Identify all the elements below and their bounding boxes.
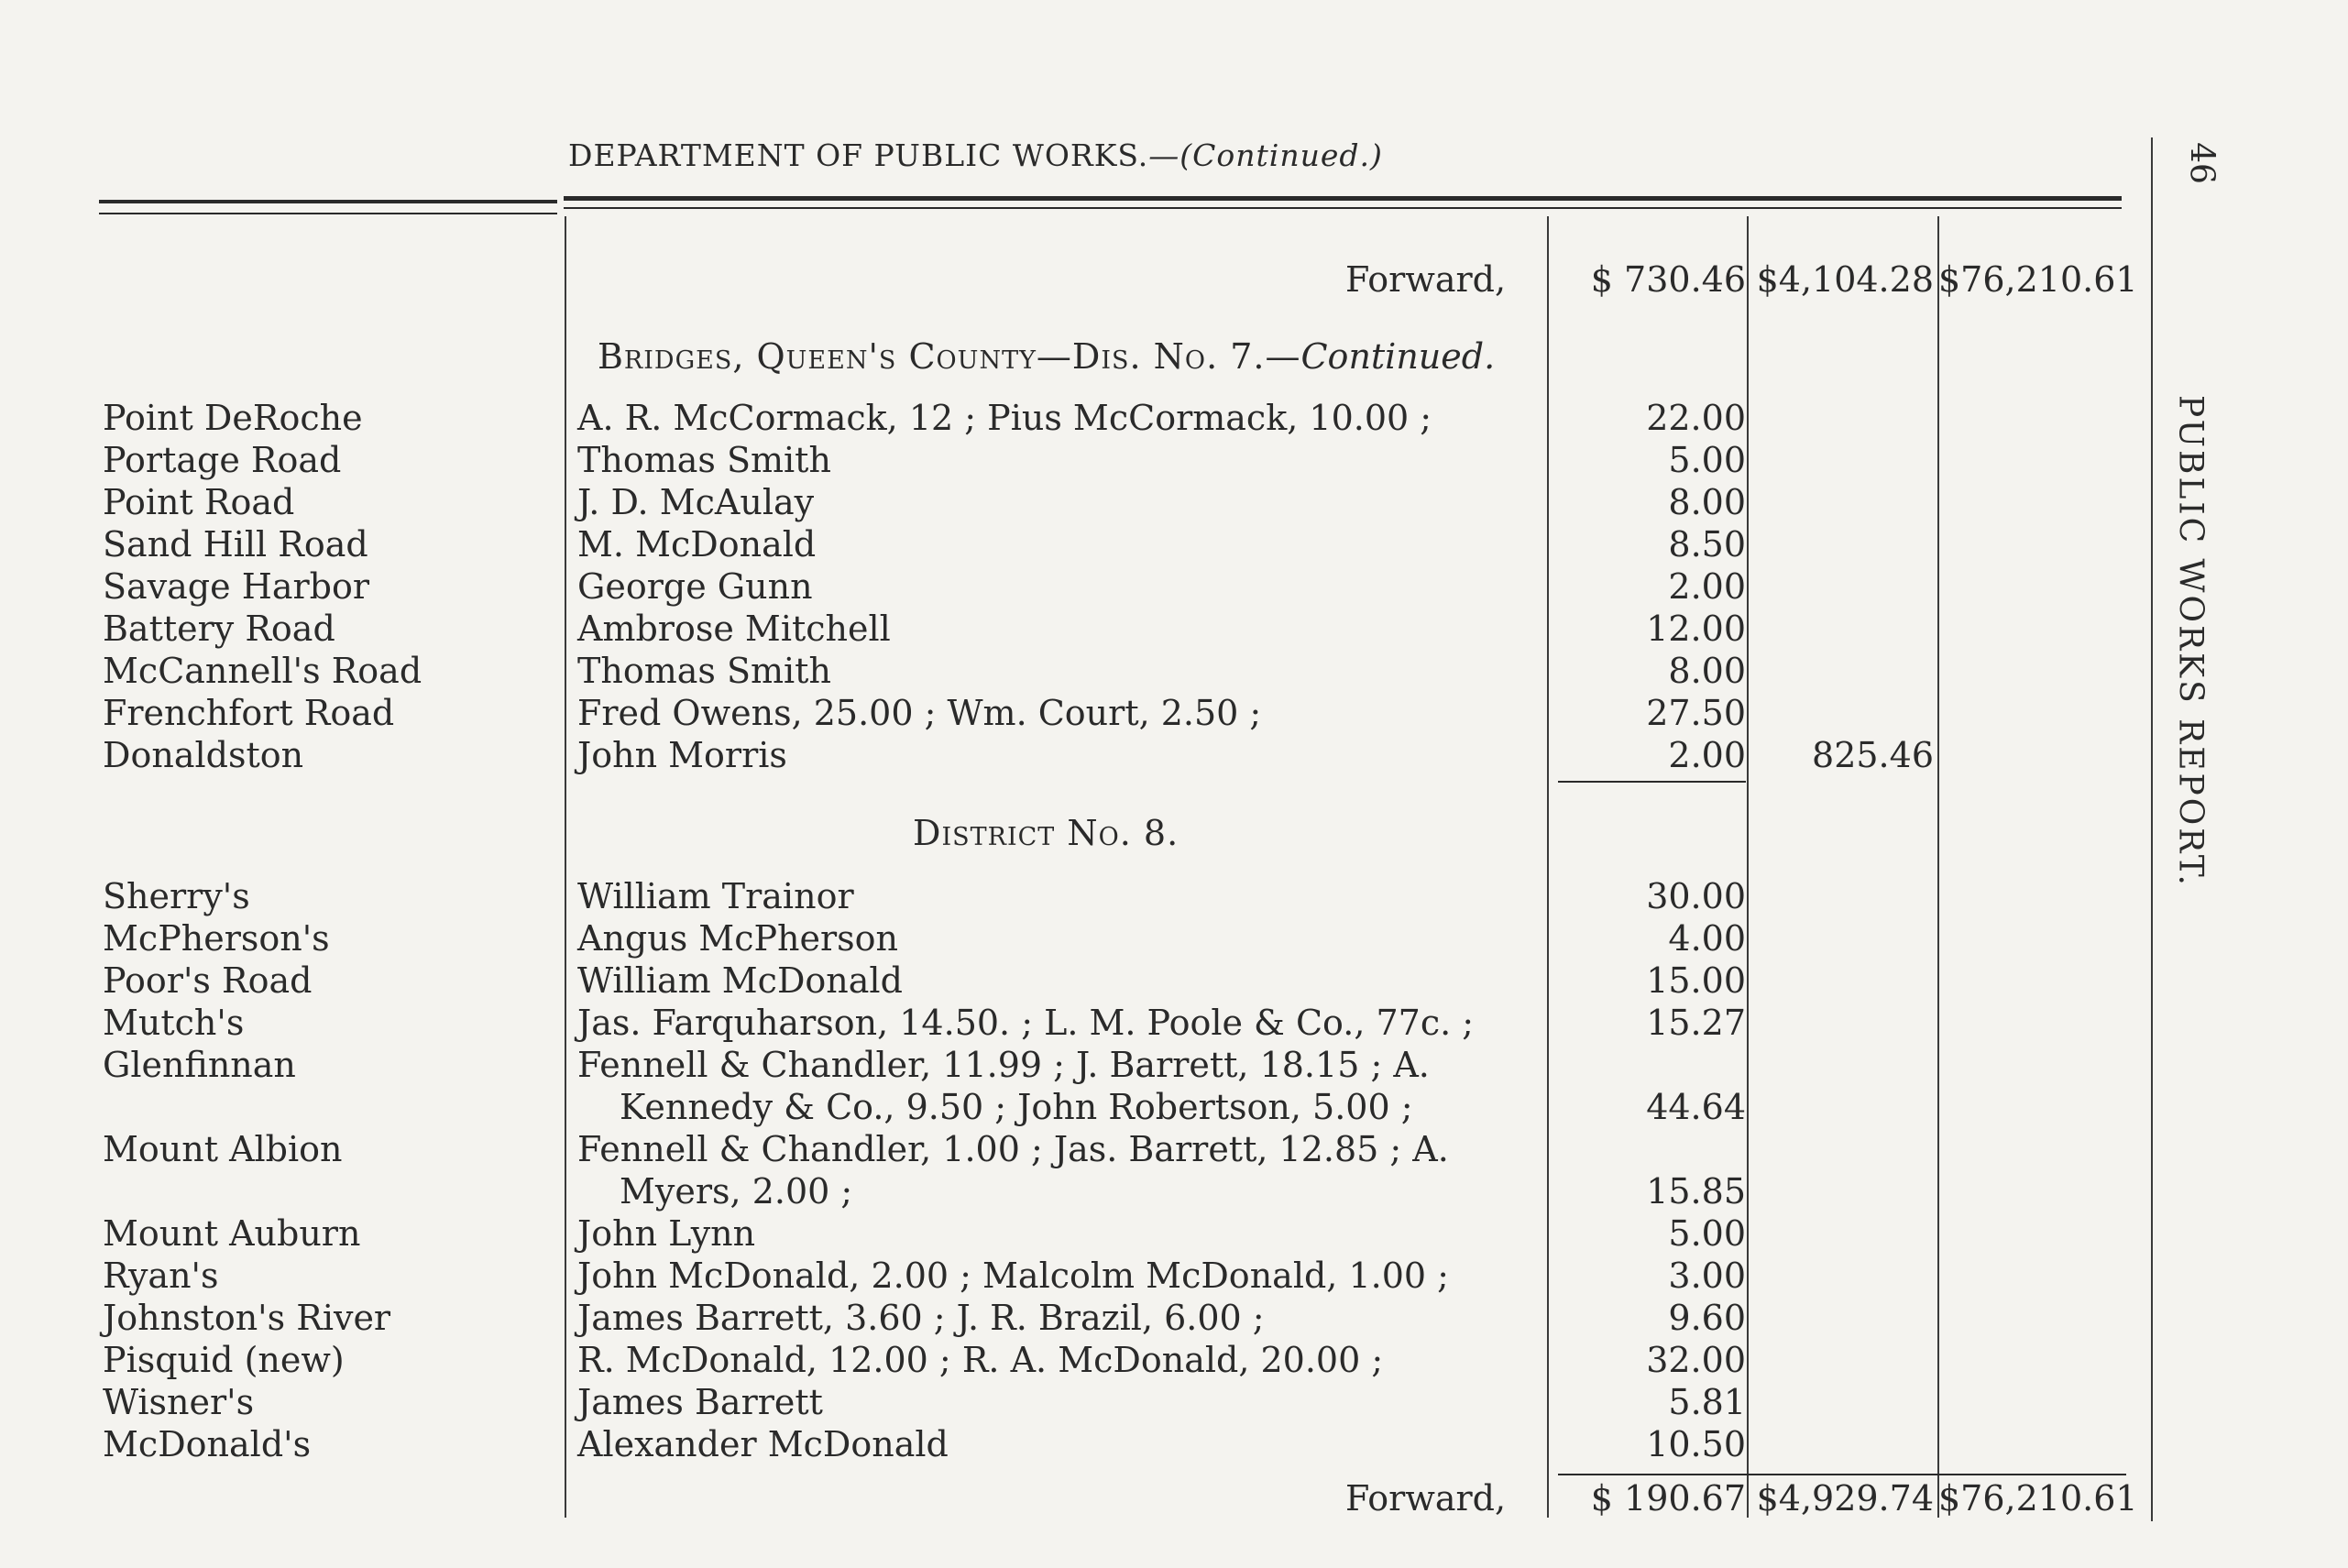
- row8-5-payee: Kennedy & Co., 9.50 ; John Robertson, 5.00 ;: [620, 1087, 1413, 1127]
- top-rule-left-thin: [99, 213, 557, 214]
- row7-3-amount: 8.50: [1668, 524, 1746, 565]
- row7-6-place: McCannell's Road: [103, 651, 422, 691]
- running-title: PUBLIC WORKS REPORT.: [2171, 395, 2210, 888]
- row7-5-amount: 12.00: [1646, 609, 1746, 649]
- row7-2-place: Point Road: [103, 482, 295, 522]
- row8-1-amount: 4.00: [1668, 918, 1746, 959]
- row8-2-amount: 15.00: [1646, 960, 1746, 1001]
- row8-9-place: Ryan's: [103, 1255, 219, 1296]
- row7-3-payee: M. McDonald: [577, 524, 817, 565]
- section7-heading: [598, 335, 1495, 378]
- row8-6-place: Mount Albion: [103, 1129, 343, 1169]
- row8-0-place: Sherry's: [103, 876, 250, 916]
- row7-7-place: Frenchfort Road: [103, 693, 395, 733]
- row7-0-amount: 22.00: [1646, 398, 1746, 438]
- row8-4-payee: Fennell & Chandler, 11.99 ; J. Barrett, 18.15 ; A.: [577, 1045, 1430, 1085]
- row7-1-amount: 5.00: [1668, 440, 1746, 480]
- row8-9-payee: John McDonald, 2.00 ; Malcolm McDonald, 1.00 ;: [577, 1255, 1449, 1296]
- section7-heading-text: Bridges, Queen's County—Dis. No. 7.—: [598, 336, 1301, 377]
- row7-0-payee: A. R. McCormack, 12 ; Pius McCormack, 10.00 ;: [577, 398, 1432, 438]
- row7-8-payee: John Morris: [577, 735, 787, 775]
- forward-top-col3: $76,210.61: [1938, 259, 2138, 300]
- row8-3-place: Mutch's: [103, 1003, 245, 1043]
- section8-heading: District No. 8.: [913, 813, 1179, 853]
- row8-10-payee: James Barrett, 3.60 ; J. R. Brazil, 6.00 ;: [577, 1298, 1265, 1338]
- row8-13-place: McDonald's: [103, 1424, 312, 1464]
- row7-4-amount: 2.00: [1668, 566, 1746, 607]
- row7-2-payee: J. D. McAulay: [577, 482, 815, 522]
- top-rule-right-thin: [564, 207, 2122, 209]
- forward-bottom-col1: $ 190.67: [1590, 1478, 1746, 1519]
- row7-8-place: Donaldston: [103, 735, 304, 775]
- row8-8-place: Mount Auburn: [103, 1213, 361, 1254]
- row8-5-amount: 44.64: [1646, 1087, 1746, 1127]
- page-number: 46: [2182, 142, 2221, 184]
- row8-12-place: Wisner's: [103, 1382, 255, 1422]
- forward-bottom-col3: $76,210.61: [1938, 1478, 2138, 1519]
- row8-9-amount: 3.00: [1668, 1255, 1746, 1296]
- row7-5-place: Battery Road: [103, 609, 335, 649]
- row7-4-payee: George Gunn: [577, 566, 813, 607]
- row8-3-payee: Jas. Farquharson, 14.50. ; L. M. Poole & Co., 77c. ;: [577, 1003, 1475, 1043]
- page-header: [568, 137, 1383, 173]
- row7-5-payee: Ambrose Mitchell: [577, 609, 891, 649]
- row8-7-payee: Myers, 2.00 ;: [620, 1171, 853, 1212]
- forward-bottom-label: Forward,: [1345, 1478, 1507, 1519]
- row8-1-place: McPherson's: [103, 918, 330, 959]
- row7-8-amount: 2.00: [1668, 735, 1746, 775]
- subtotal7-amount: 825.46: [1812, 735, 1934, 775]
- row8-13-amount: 10.50: [1646, 1424, 1746, 1464]
- row8-10-amount: 9.60: [1668, 1298, 1746, 1338]
- row8-11-payee: R. McDonald, 12.00 ; R. A. McDonald, 20.00 ;: [577, 1340, 1384, 1380]
- divider-payees-amounts: [1547, 216, 1549, 1518]
- row8-3-amount: 15.27: [1646, 1003, 1746, 1043]
- row8-10-place: Johnston's River: [103, 1298, 391, 1338]
- row8-2-place: Poor's Road: [103, 960, 313, 1001]
- row8-6-payee: Fennell & Chandler, 1.00 ; Jas. Barrett, 12.85 ; A.: [577, 1129, 1449, 1169]
- sidebar-divider: [2151, 137, 2153, 1521]
- row7-3-place: Sand Hill Road: [103, 524, 368, 565]
- row8-2-payee: William McDonald: [577, 960, 903, 1001]
- divider-col1-col2: [1747, 216, 1749, 1518]
- row7-7-payee: Fred Owens, 25.00 ; Wm. Court, 2.50 ;: [577, 693, 1262, 733]
- header-title: DEPARTMENT OF PUBLIC WORKS.: [568, 137, 1149, 173]
- row7-6-amount: 8.00: [1668, 651, 1746, 691]
- top-rule-left: [99, 200, 557, 203]
- forward-top-col1: $ 730.46: [1590, 259, 1746, 300]
- row7-2-amount: 8.00: [1668, 482, 1746, 522]
- row7-1-payee: Thomas Smith: [577, 440, 831, 480]
- forward-top-label: Forward,: [1345, 259, 1507, 300]
- divider-col2-col3: [1937, 216, 1939, 1518]
- row7-0-place: Point DeRoche: [103, 398, 363, 438]
- bottom-total-rule: [1558, 1474, 2126, 1475]
- row8-11-amount: 32.00: [1646, 1340, 1746, 1380]
- forward-top-col2: $4,104.28: [1756, 259, 1934, 300]
- forward-bottom-col2: $4,929.74: [1756, 1478, 1934, 1519]
- row8-12-amount: 5.81: [1668, 1382, 1746, 1422]
- row7-1-place: Portage Road: [103, 440, 342, 480]
- row8-8-amount: 5.00: [1668, 1213, 1746, 1254]
- row8-0-amount: 30.00: [1646, 876, 1746, 916]
- row8-1-payee: Angus McPherson: [577, 918, 899, 959]
- row7-6-payee: Thomas Smith: [577, 651, 831, 691]
- divider-places-payees: [565, 216, 566, 1518]
- row7-4-place: Savage Harbor: [103, 566, 370, 607]
- row8-12-payee: James Barrett: [577, 1382, 823, 1422]
- row8-13-payee: Alexander McDonald: [577, 1424, 949, 1464]
- subtotal7-rule: [1558, 781, 1746, 783]
- row8-8-payee: John Lynn: [577, 1213, 756, 1254]
- header-continued: —(Continued.): [1148, 137, 1383, 173]
- row8-0-payee: William Trainor: [577, 876, 854, 916]
- row8-4-place: Glenfinnan: [103, 1045, 296, 1085]
- row8-7-amount: 15.85: [1646, 1171, 1746, 1212]
- top-rule-right: [564, 196, 2122, 201]
- row7-7-amount: 27.50: [1646, 693, 1746, 733]
- row8-11-place: Pisquid (new): [103, 1340, 345, 1380]
- section7-heading-cont: Continued.: [1300, 336, 1496, 377]
